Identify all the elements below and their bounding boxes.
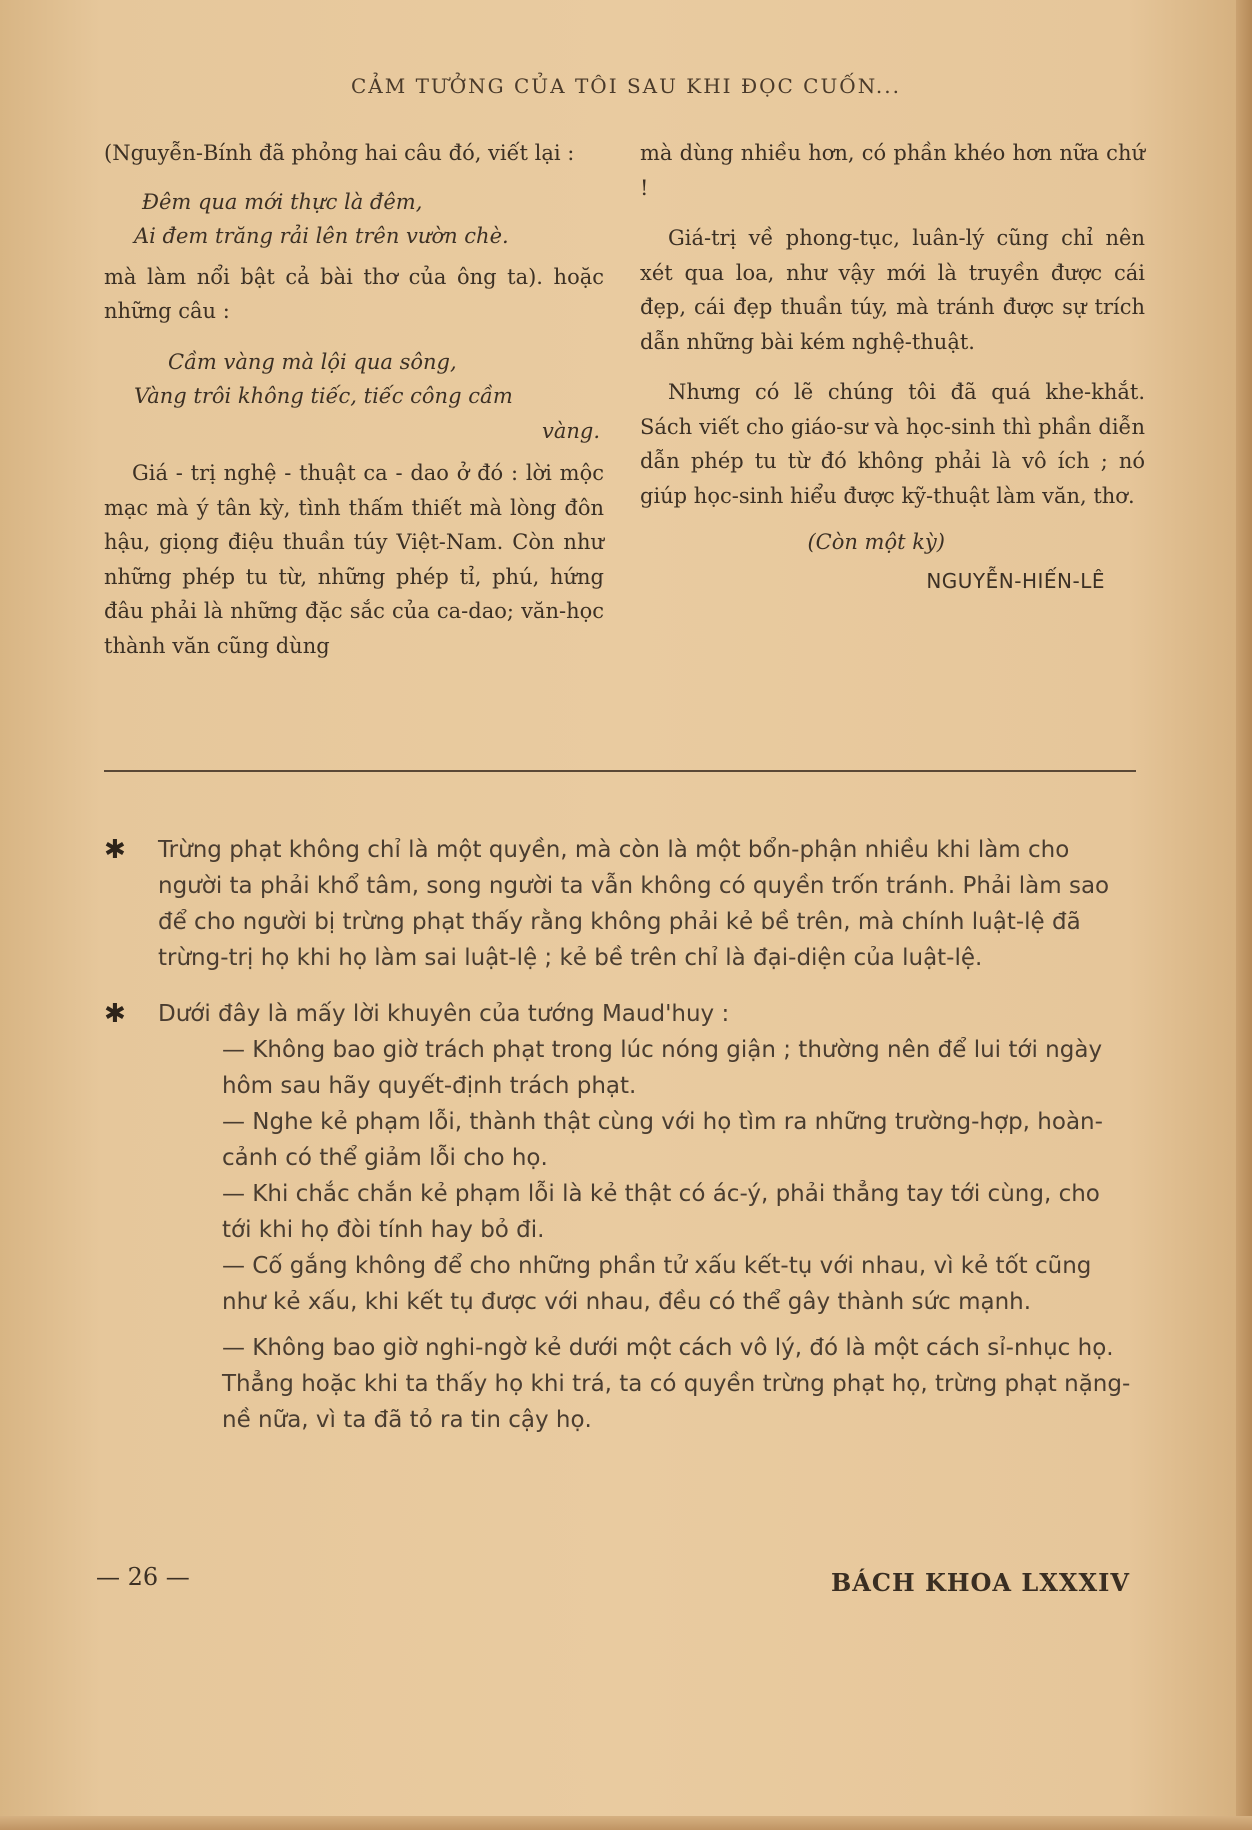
author-name: NGUYỄN-HIẾN-LÊ (926, 568, 1105, 593)
verse-line: Cầm vàng mà lội qua sông, (168, 349, 457, 374)
page-number: — 26 — (96, 1563, 190, 1591)
advice-item: — Không bao giờ nghi-ngờ kẻ dưới một cách vô lý, đó là một cách sỉ-nhục họ. Thẳng hoặc khi ta thấy họ khi trá, ta có quyền trừng phạt họ, trừng phạt nặng-nề nữa, vì ta đã tỏ ra tin cậy họ. (222, 1335, 1131, 1433)
note-item (104, 832, 1136, 976)
verse-line: vàng. (541, 418, 600, 443)
advice-item: — Nghe kẻ phạm lỗi, thành thật cùng với họ tìm ra những trường-hợp, hoàn-cảnh có thể giảm lỗi cho họ. (222, 1109, 1103, 1171)
body-paragraph: Giá - trị nghệ - thuật ca - dao ở đó : lời mộc mạc mà ý tân kỳ, tình thấm thiết mà lòng đôn hậu, giọng điệu thuần túy Việt-Nam. Còn như những phép tu từ, những phép tỉ, phú, hứng đâu phải là những đặc sắc của ca-dao; văn-học thành văn cũng dùng (104, 461, 604, 658)
running-head: CẢM TƯỞNG CỦA TÔI SAU KHI ĐỌC CUỐN... (350, 74, 901, 98)
right-column (640, 136, 1145, 598)
page-edge-right (1236, 0, 1252, 1830)
star-icon: ✱ (104, 999, 126, 1029)
advice-item: — Khi chắc chắn kẻ phạm lỗi là kẻ thật có ác-ý, phải thẳng tay tới cùng, cho tới khi họ đòi tính hay bỏ đi. (222, 1181, 1100, 1243)
note-intro: Dưới đây là mấy lời khuyên của tướng Maud'huy : (158, 1001, 730, 1027)
intro-text: (Nguyễn-Bính đã phỏng hai câu đó, viết lại : (104, 141, 575, 165)
verse-line: Ai đem trăng rải lên trên vườn chè. (134, 224, 509, 248)
verse-line: Vàng trôi không tiếc, tiếc công cầm (134, 384, 513, 408)
page-edge-bottom (0, 1816, 1252, 1830)
body-paragraph: Nhưng có lẽ chúng tôi đã quá khe-khắt. Sách viết cho giáo-sư và học-sinh thì phần diễn dẫn phép tu từ đó không phải là vô ích ; nó giúp học-sinh hiểu được kỹ-thuật làm văn, thơ. (640, 380, 1145, 508)
section-divider (104, 770, 1136, 772)
magazine-title: BÁCH KHOA LXXXIV (830, 1568, 1130, 1597)
verse-line: Đêm qua mới thực là đêm, (142, 189, 423, 214)
body-text: mà dùng nhiều hơn, có phần khéo hơn nữa chứ ! (640, 141, 1145, 200)
continued-note: (Còn một kỳ) (807, 530, 945, 554)
note-text: Trừng phạt không chỉ là một quyền, mà còn là một bổn-phận nhiều khi làm cho người ta phải khổ tâm, song người ta vẫn không có quyền trốn tránh. Phải làm sao để cho người bị trừng phạt thấy rằng không phải kẻ bề trên, mà chính luật-lệ đã trừng-trị họ khi họ làm sai luật-lệ ; kẻ bề trên chỉ là đại-diện của luật-lệ. (158, 837, 1110, 971)
body-text: mà làm nổi bật cả bài thơ của ông ta). hoặc những câu : (104, 264, 604, 323)
note-item (104, 996, 1136, 1438)
star-icon: ✱ (104, 835, 126, 865)
advice-item: — Cố gắng không để cho những phần tử xấu kết-tụ với nhau, vì kẻ tốt cũng như kẻ xấu, khi kết tụ được với nhau, đều có thể gây thành sức mạnh. (222, 1253, 1092, 1315)
left-column (104, 136, 604, 663)
body-paragraph: Giá-trị về phong-tục, luân-lý cũng chỉ nên xét qua loa, như vậy mới là truyền được cái đẹp, cái đẹp thuần túy, mà tránh được sự trích dẫn những bài kém nghệ-thuật. (640, 226, 1145, 354)
advice-item: — Không bao giờ trách phạt trong lúc nóng giận ; thường nên để lui tới ngày hôm sau hãy quyết-định trách phạt. (222, 1037, 1103, 1099)
notes-section (104, 832, 1136, 1438)
